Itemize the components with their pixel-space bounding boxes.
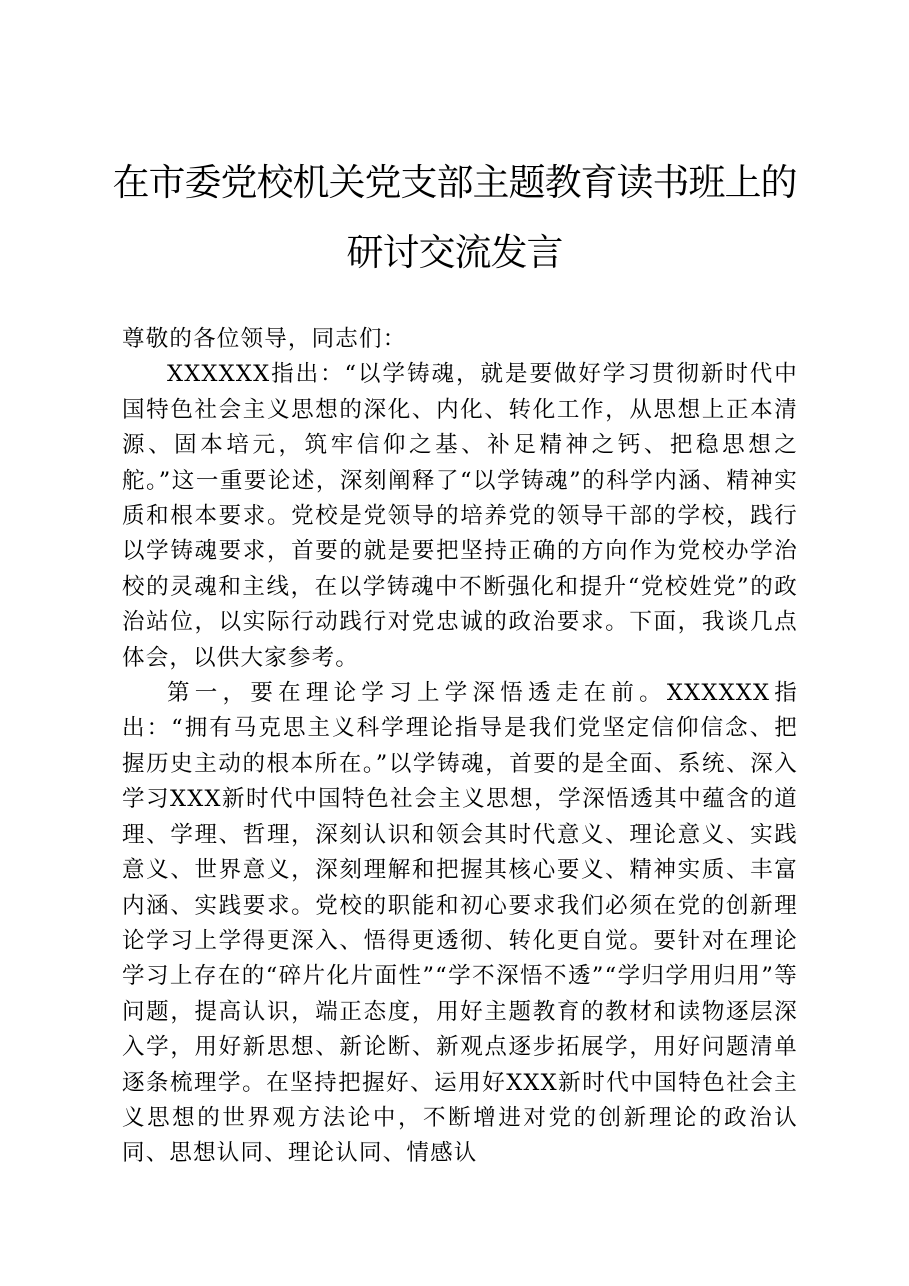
paragraph-first-point: 第一，要在理论学习上学深悟透走在前。XXXXXX指出：“拥有马克思主义科学理论指导是我们党坚定信仰信念、把握历史主动的根本所在。”以学铸魂，首要的是全面、系统、深入学习XXX新时代中国特色社会主义思想，学深悟透其中蕴含的道理、学理、哲理，深刻认识和领会其时代意义、理论意义、实践意义、世界意义，深刻理解和把握其核心要义、精神实质、丰富内涵、实践要求。党校的职能和初心要求我们必须在党的创新理论学习上学得更深入、悟得更透彻、转化更自觉。要针对在理论学习上存在的“碎片化片面性”“学不深悟不透”“学归学用归用”等问题，提高认识，端正态度，用好主题教育的教材和读物逐层深入学，用好新思想、新论断、新观点逐步拓展学，用好问题清单逐条梳理学。在坚持把握好、运用好XXX新时代中国特色社会主义思想的世界观方法论中，不断增进对党的创新理论的政治认同、思想认同、理论认同、情感认 xyxy=(122,680,798,1167)
document-body xyxy=(122,322,798,1172)
document-title: 在市委党校机关党支部主题教育读书班上的研讨交流发言 xyxy=(112,161,797,274)
salutation: 尊敬的各位领导，同志们： xyxy=(122,326,407,352)
paragraph-intro: XXXXXX指出：“以学铸魂，就是要做好学习贯彻新时代中国特色社会主义思想的深化、内化、转化工作，从思想上正本清源、固本培元，筑牢信仰之基、补足精神之钙、把稳思想之舵。”这一重要论述，深刻阐释了“以学铸魂”的科学内涵、精神实质和根本要求。党校是党领导的培养党的领导干部的学校，践行以学铸魂要求，首要的就是要把坚持正确的方向作为党校办学治校的灵魂和主线，在以学铸魂中不断强化和提升“党校姓党”的政治站位，以实际行动践行对党忠诚的政治要求。下面，我谈几点体会，以供大家参考。 xyxy=(122,361,798,671)
